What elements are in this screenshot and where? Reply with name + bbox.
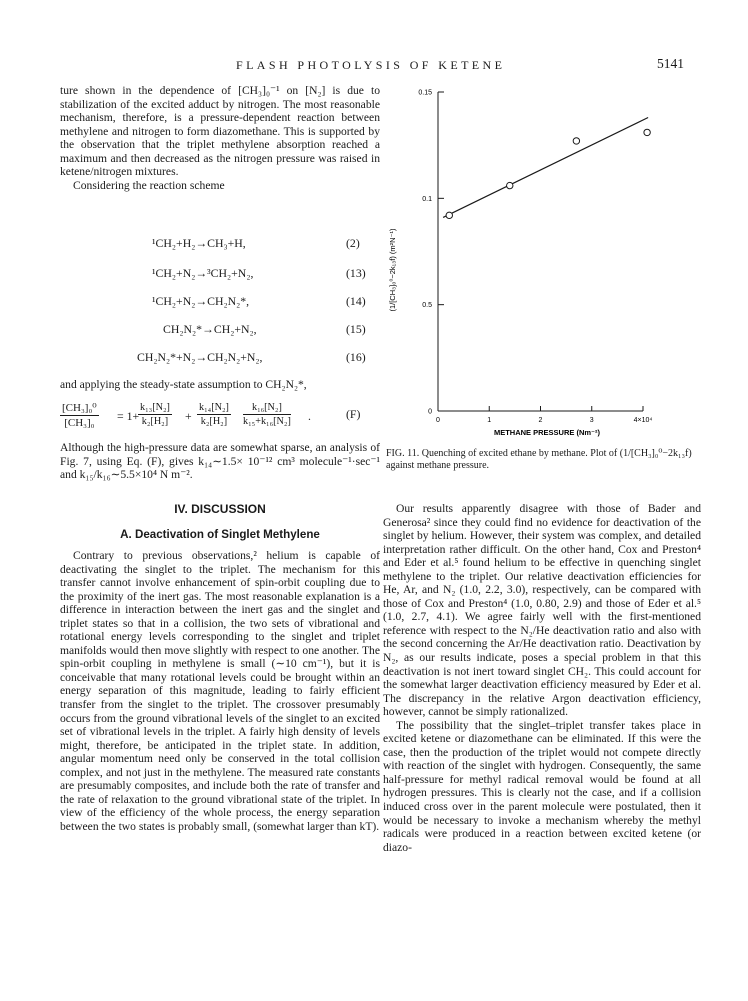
subsection-heading: A. Deactivation of Singlet Methylene (120, 528, 320, 541)
data-point (446, 212, 452, 218)
left-column-discussion (60, 549, 380, 833)
chart-marks (443, 118, 650, 219)
x-tick-label: 0 (436, 417, 440, 424)
paragraph: ture shown in the dependence of [CH₃]₀⁻¹ on [N₂] is due to stabilization of the excited adduct by nitrogen. The most reasonable mechanism, therefore, is a pressure-dependent reaction between methylene and nitrogen to form diazomethane. This is supported by the observation that the triplet methylene absorption reached a maximum and then decreased as the nitrogen pressure was raised in ketene/nitrogen mixtures. (60, 84, 380, 179)
x-tick-label: 3 (589, 417, 594, 424)
paragraph: The possibility that the singlet–triplet transfer takes place in excited ketene or diazomethane can be eliminated. If this were the case, then the production of the triplet would not compete directly with reaction of the singlet with hydrogen. Consequently, the same half-pressure for methyl radical removal would be found at all hydrogen pressures. This is clearly not the case, and if a collision induced cross over in the parent molecule were postulated, then it would be necessary to invoke a mechanism whereby the methyl radicals were produced in a reaction between excited ketene (or diazo- (383, 718, 701, 854)
y-tick-label: 0.15 (418, 89, 432, 97)
y-tick-label: 0.5 (422, 302, 432, 310)
left-column (60, 84, 380, 192)
left-column-cont (60, 441, 380, 482)
y-tick-label: 0.1 (422, 195, 432, 203)
right-column (383, 502, 701, 854)
x-axis-label: METHANE PRESSURE (Nm⁻²) (493, 428, 601, 437)
equation-number: (16) (346, 350, 366, 364)
equation-number: (2) (346, 236, 360, 250)
paragraph: Although the high-pressure data are somewhat sparse, an analysis of Fig. 7, using Eq. (F), gives k₁₄∼1.5× 10⁻¹² cm³ molecule⁻¹·sec⁻¹ and k₁₅/k₁₆∼5.5×10⁴ N m⁻². (60, 441, 380, 482)
chart-axes (438, 92, 643, 411)
paragraph: Contrary to previous observations,² helium is capable of deactivating the singlet to the triplet. The mechanism for this transfer cannot involve enhancement of spin-orbit coupling due to the proximity of the inert gas. The most reasonable explanation is a difference in interaction between the inert gas and the singlet and triplet states so that in a collision, the two sets of vibrational and rotational energy levels corresponding to the singlet and triplet manifolds would then move slightly with respect to one another. The spin-orbit coupling in methylene is small (∼10 cm⁻¹), but it is conceivable that many rotational levels could be brought within an energy separation of this magnitude, leading to fairly efficient transfer from the singlet to the triplet. The crossover presumably occurs from the ground vibrational levels of the singlet to an excited set of vibrational levels in the triplet. A fairly high density of levels might, therefore, be anticipated in the triplet state. In addition, angular momentum need only be conserved in the total collision complex, and not just in the methylene. The measured rate constants are presumably composites, and include both the rate of transfer and the rate of relaxation to the ground vibrational state of the triplet. In view of the efficiency of the whole process, the energy separation between the two states is probably small, (somewhat larger than kT). (60, 549, 380, 833)
paragraph: and applying the steady-state assumption to CH₂N₂*, (60, 378, 307, 391)
page-number: 5141 (657, 56, 684, 71)
section-heading: IV. DISCUSSION (174, 502, 266, 516)
data-point (573, 138, 579, 144)
equation-2: ¹CH₂+H₂→CH₃+H, (152, 236, 246, 250)
paragraph: Our results apparently disagree with those of Bader and Generosa² since they could find no evidence for deactivation of the singlet by helium. However, their system was complex, and detailed interpretation rather difficult. On the other hand, Cox and Preston⁴ and Eder et al.⁵ found helium to be effective in quenching singlet methylene to the triplet. Our relative deactivation efficiencies for He, Ar, and N₂ (1.0, 2.2, 3.0), respectively, can be compared with those of Cox and Preston⁴ (1.0, 0.80, 2.9) and those of Eder et al.⁵ (1.0, 2.7, 4.1). We agree fairly well with the first-mentioned reference with respect to the N₂/He deactivation ratio and also with the second concerning the Ar/He deactivation ratio. Deactivation by N₂, as our results indicate, poses a special problem in that this deactivation is not inert toward singlet CH₂. This could account for the somewhat larger deactivation efficiency measured by Eder et al. The discrepancy in the relative Argon deactivation efficiency, however, cannot be simply rationalized. (383, 502, 701, 719)
fraction-lhs: $\frac{\text{[CH₃]₀⁰}}{\text{[CH₃]₀}}$ (62, 402, 97, 429)
figure-11-chart (383, 84, 703, 474)
fraction-term1: $\frac{\text{k₁₃[N₂]}}{\text{k₂[H₂]}}$ (140, 402, 170, 427)
x-tick-label: 4×10⁴ (633, 417, 653, 424)
equation-number: (F) (346, 407, 361, 421)
y-tick-label: 0 (428, 408, 432, 416)
equation-16: CH₂N₂*+N₂→CH₂N₂+N₂, (137, 350, 263, 364)
equation-15: CH₂N₂*→CH₂+N₂, (163, 322, 257, 336)
fraction-term3: $\frac{\text{k₁₆[N₂]}}{\text{k₁₅+k₁₆[N₂]}}$ (243, 402, 291, 427)
equation-number: (13) (346, 266, 366, 280)
data-point (507, 182, 513, 188)
fraction-term2: $\frac{\text{k₁₄[N₂]}}{\text{k₂[H₂]}}$ (199, 402, 229, 427)
data-point (644, 129, 650, 135)
paragraph: Considering the reaction scheme (73, 178, 225, 192)
caption-text: Quenching of excited ethane by methane. Plot of (1/[CH₃]₀⁰−2k₁₃f) against methane pressure. (386, 448, 692, 471)
chart-ticks (418, 90, 652, 425)
caption-label: FIG. 11. (386, 448, 420, 459)
y-axis-label: (1/[CH₃]₀⁰−2k₁₃f) (m²N⁻¹) (388, 228, 397, 312)
fit-line (443, 118, 648, 218)
equation-number: (15) (346, 322, 366, 336)
equation-14: ¹CH₂+N₂→CH₂N₂*, (152, 294, 250, 308)
running-title: FLASH PHOTOLYSIS OF KETENE (236, 58, 506, 72)
figure-caption (386, 448, 704, 471)
equation-13: ¹CH₂+N₂→³CH₂+N₂, (152, 266, 254, 280)
x-tick-label: 1 (487, 417, 492, 424)
equation-number: (14) (346, 294, 366, 308)
x-tick-label: 2 (538, 417, 543, 424)
